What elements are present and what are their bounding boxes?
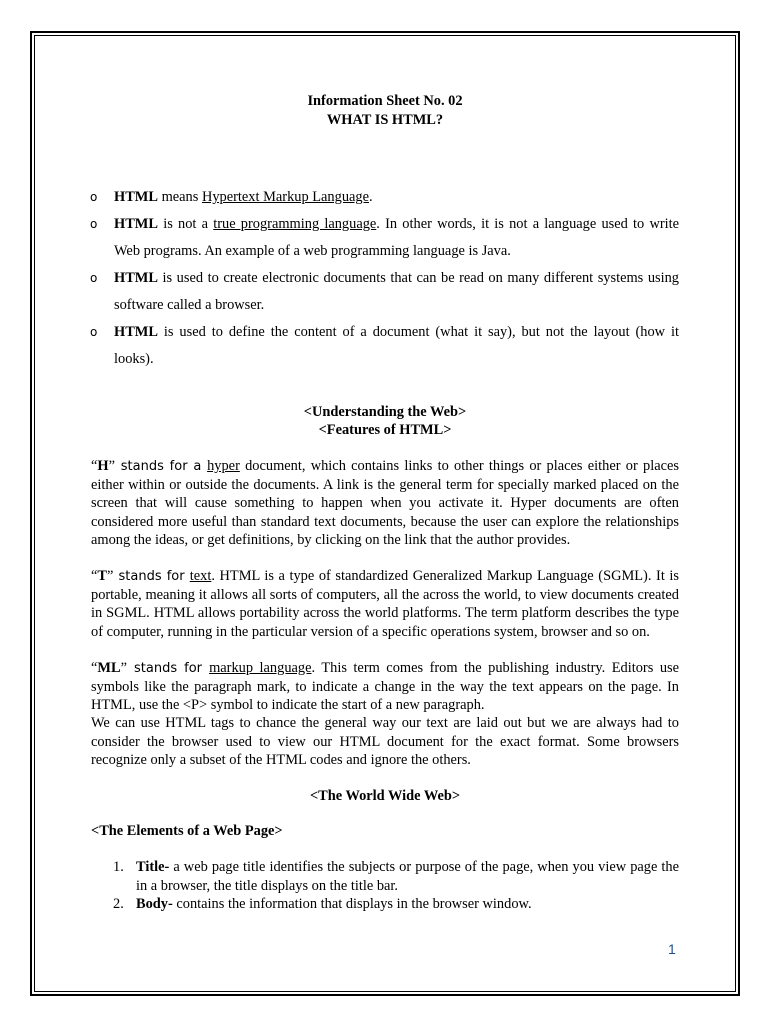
quote: ” (108, 458, 115, 474)
definition-list (91, 184, 679, 373)
underlined-text: hyper (207, 458, 240, 474)
paragraph-tags: We can use HTML tags to chance the general way our text are laid out but we are always had to consider the browser used to view our HTML document for the exact format. Some browsers recognize only a subset of the HTML codes and ignore the others. (91, 715, 679, 768)
text: . HTML is a type of standardized Generalized Markup Language (SGML). It is portable, meaning it allows all sorts of computers, all the across the world, to view documents created in SGML. HTML allows portability across the world platforms. The term platform describes the type of computer, running in the particular version of a specific operations system, browser and so on. (91, 568, 680, 640)
quote: “ (91, 568, 98, 585)
paragraph-text (91, 567, 679, 641)
page-number: 1 (668, 941, 676, 957)
text: . (368, 189, 373, 205)
text: stands for (113, 569, 190, 585)
heading-elements: <The Elements of a Web Page> (91, 823, 283, 840)
term: Body- (136, 895, 173, 912)
item-number: 1. (113, 859, 124, 876)
underlined-text: markup language (209, 659, 312, 676)
list-item (91, 211, 679, 265)
term: HTML (114, 324, 158, 340)
text: contains the information that displays in the browser window. (172, 895, 532, 912)
underlined-text: true programming language (213, 216, 377, 232)
document-body (91, 92, 679, 913)
text: is not a (157, 216, 214, 232)
quote: “ (91, 458, 98, 474)
term: HTML (114, 189, 158, 205)
letter: H (97, 458, 109, 474)
quote: “ (91, 659, 98, 676)
letter: T (97, 568, 107, 585)
section-heading (91, 403, 679, 439)
list-item (91, 895, 679, 913)
paragraph-markup (91, 659, 679, 715)
text: . In other words, it is not a language used to write Web programs. An example of a web programming language is Java. (114, 216, 680, 259)
quote: ” (107, 568, 114, 585)
term: HTML (114, 216, 158, 232)
bullet-marker: o (90, 190, 98, 204)
text: stands for a (114, 459, 208, 474)
page-title: WHAT IS HTML? (326, 112, 444, 128)
list-item (91, 184, 679, 211)
term: Title- (136, 859, 170, 876)
heading-understanding-web: <Understanding the Web> (303, 404, 467, 420)
elements-list (91, 858, 679, 913)
term: HTML (114, 270, 158, 286)
letter: ML (97, 659, 121, 676)
text: a web page title identifies the subjects or purpose of the page, when you view page the in a browser, the title displays on the title bar. (136, 859, 679, 894)
bullet-marker: o (90, 325, 98, 339)
list-item (91, 319, 679, 373)
document-header (91, 92, 679, 130)
underlined-text: text (189, 568, 212, 585)
paragraph-hyper (91, 457, 679, 549)
text: is used to create electronic documents that can be read on many different systems using software called a browser. (114, 270, 679, 313)
item-number: 2. (113, 895, 124, 912)
underlined-text: Hypertext Markup Language (201, 189, 369, 205)
heading-features-html: <Features of HTML> (318, 422, 452, 438)
list-item (91, 265, 679, 319)
quote: ” (120, 659, 127, 676)
sheet-number: Information Sheet No. 02 (307, 93, 463, 109)
text: is used to define the content of a document (what it say), but not the layout (how it looks). (114, 324, 679, 367)
bullet-marker: o (90, 271, 98, 285)
text: . This term comes from the publishing industry. Editors use symbols like the paragraph mark, to indicate a change in the way the text appears on the page. In HTML, use the <P> symbol to indicate the start of a new paragraph. (91, 659, 680, 714)
text: stands for (126, 660, 210, 676)
list-item (91, 858, 679, 894)
heading-world-wide-web: <The World Wide Web> (309, 788, 461, 805)
bullet-marker: o (90, 217, 98, 231)
text: document, which contains links to other things or places either or places either within or outside the documents. A link is the general term for specially marked placed on the screen that will cause something to happen when you activate it. Hyper documents are often considered more useful than standard text documents, because the user can explore the relationships among the ideas, or get definitions, by clicking on the link that the author provides. (91, 458, 679, 548)
text: means (157, 189, 202, 205)
